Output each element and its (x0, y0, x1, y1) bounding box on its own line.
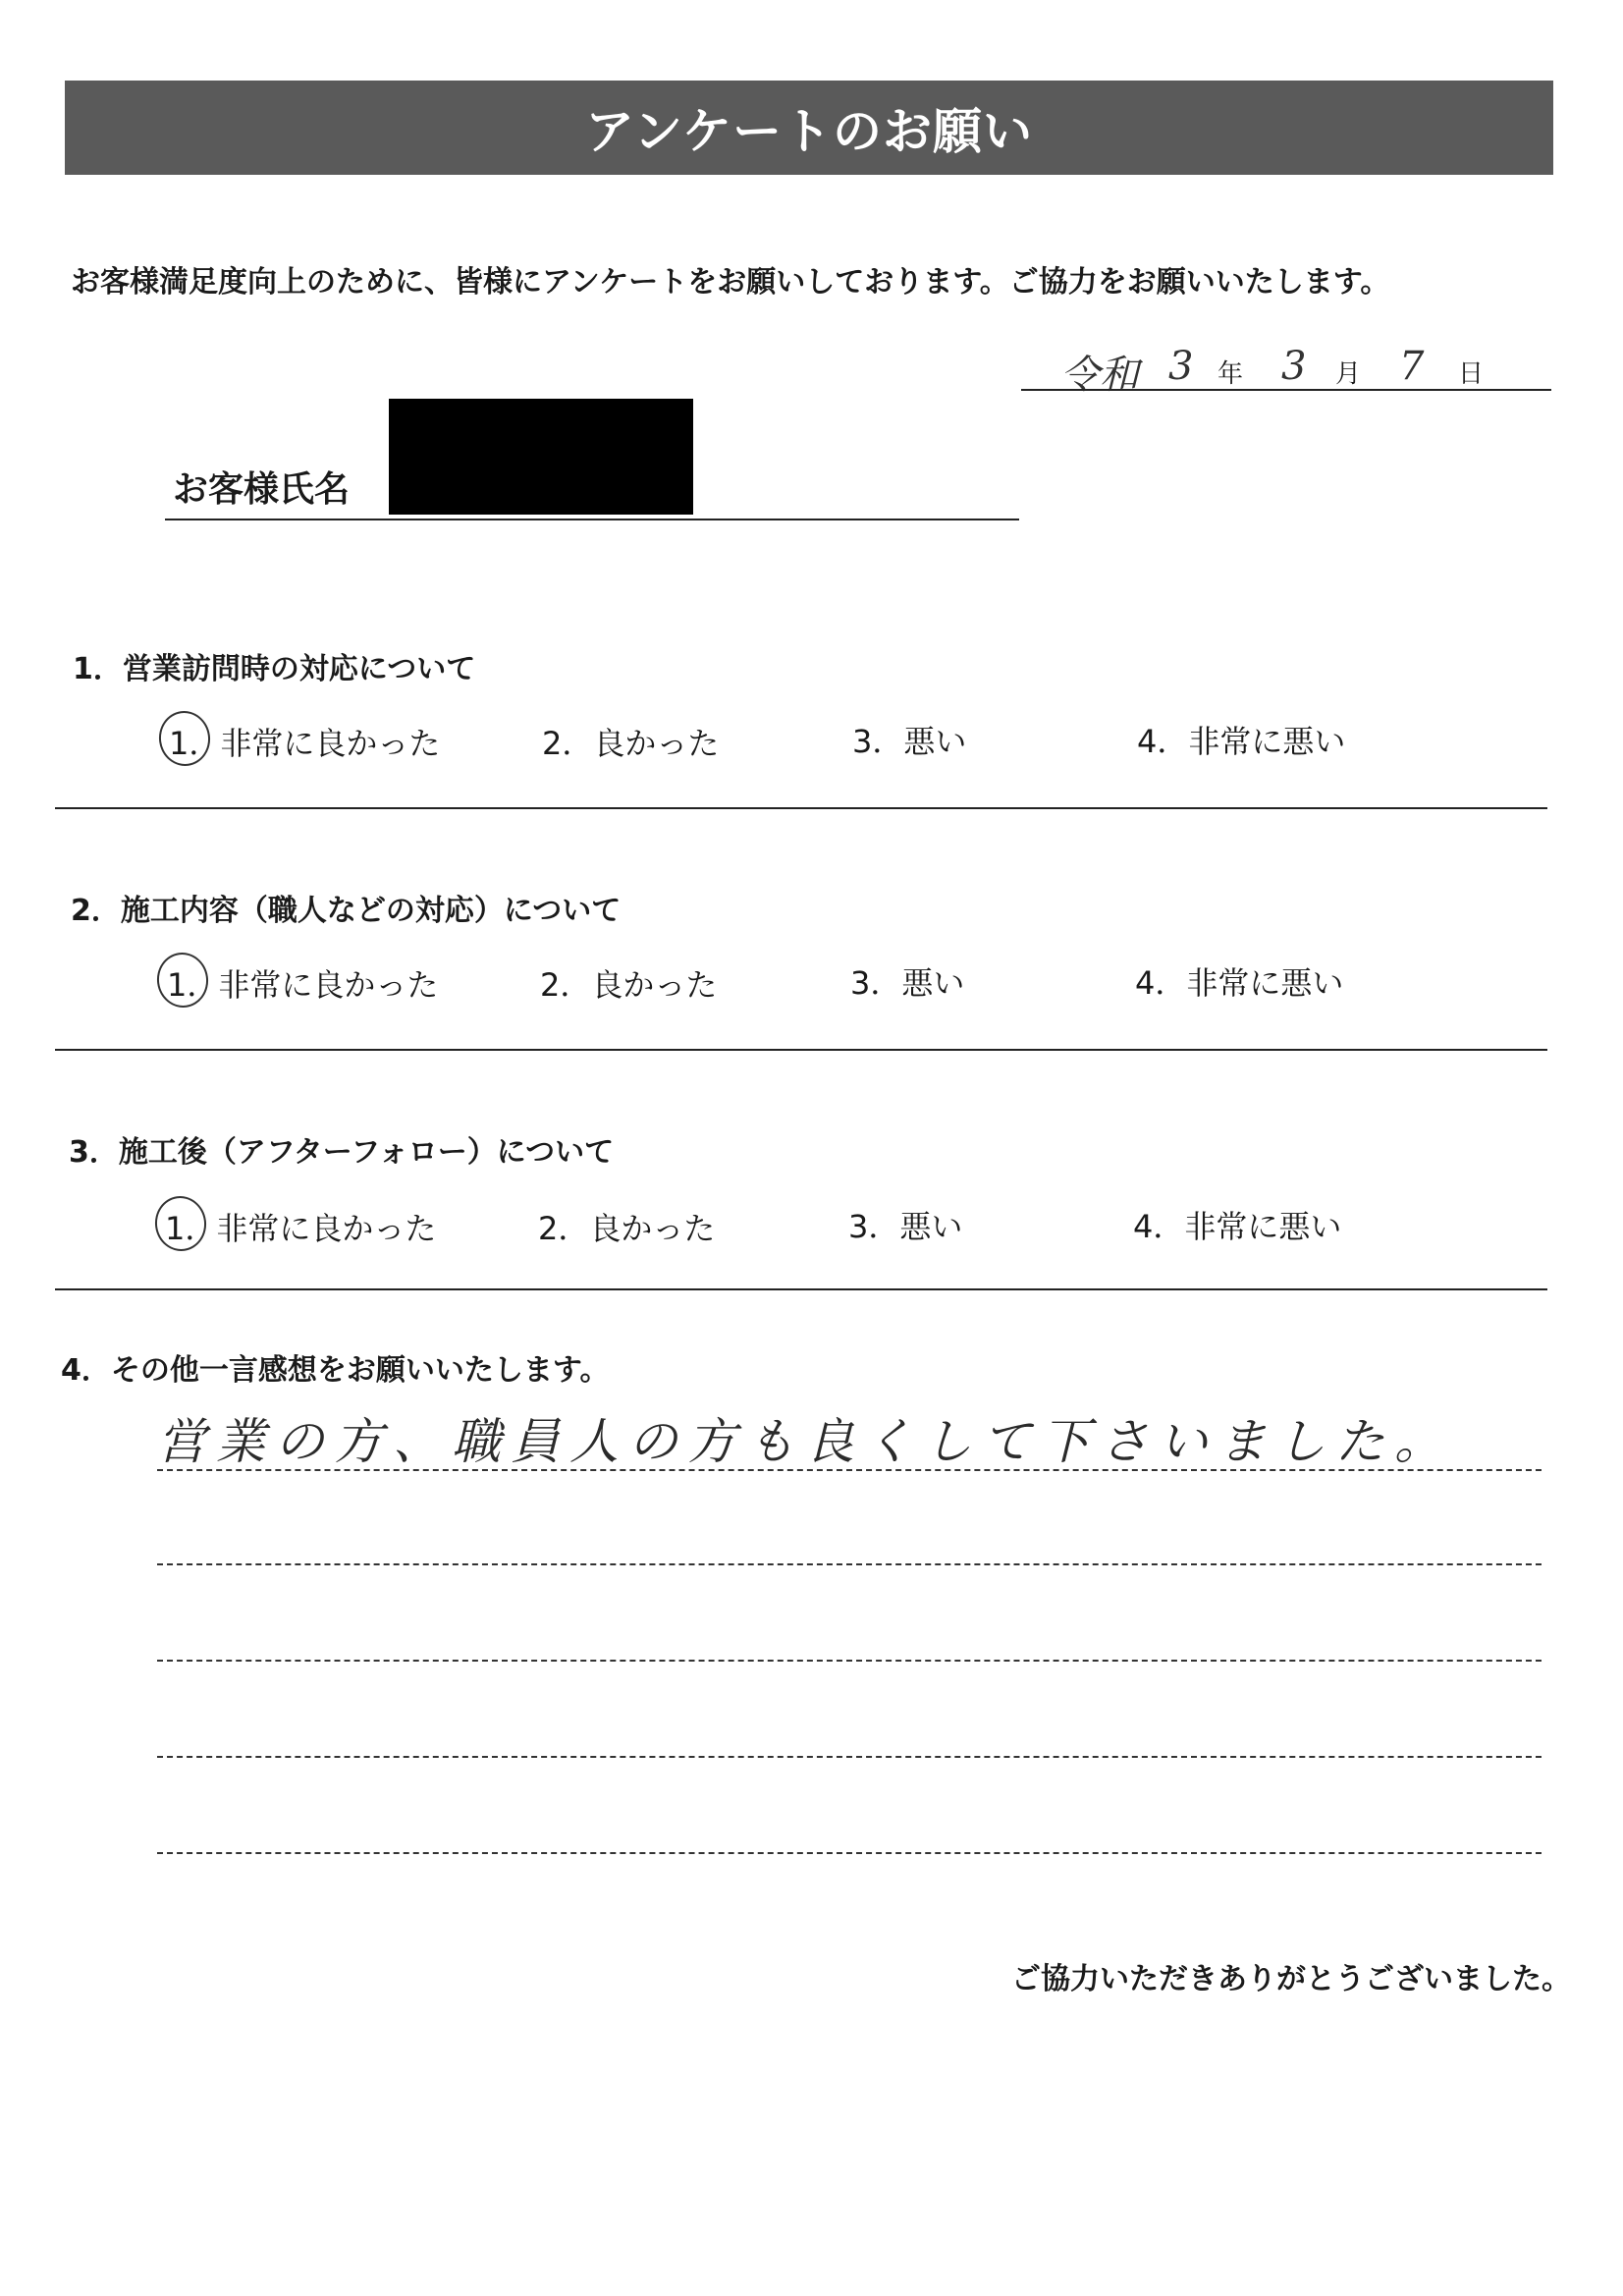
customer-name-underline (165, 519, 1019, 520)
question-3-option-3[interactable]: 3．悪い (848, 1208, 963, 1245)
question-3-separator (55, 1288, 1547, 1290)
intro-text: お客様満足度向上のために、皆様にアンケートをお願いしております。ご協力をお願いいたします。 (71, 265, 1390, 300)
closing-thanks: ご協力いただきありがとうございました。 (1011, 1962, 1571, 1996)
redacted-customer-name (389, 399, 693, 515)
comment-line-2[interactable] (157, 1563, 1542, 1565)
date-year-unit: 年 (1217, 359, 1244, 389)
comment-line-5[interactable] (157, 1852, 1542, 1854)
selected-circle-mark: 1．非常に良かった (169, 719, 440, 764)
question-1-title: 1．営業訪問時の対応について (73, 652, 476, 686)
customer-name-label: お客様氏名 (173, 469, 351, 510)
date-day-unit: 日 (1458, 359, 1485, 389)
comment-line-3[interactable] (157, 1660, 1542, 1662)
date-month-unit: 月 (1335, 359, 1362, 389)
question-4-title: 4．その他一言感想をお願いいたします。 (61, 1353, 610, 1388)
question-2-option-1[interactable] (167, 960, 438, 1006)
question-1-option-1[interactable] (169, 719, 440, 764)
question-2-option-3[interactable]: 3．悪い (850, 964, 965, 1002)
question-3-option-4[interactable]: 4．非常に悪い (1133, 1208, 1342, 1245)
question-3-option-2[interactable]: 2．良かった (538, 1210, 716, 1247)
handwritten-comment: 営業の方、職員人の方も良くして下さいました。 (157, 1413, 1453, 1470)
selected-circle-mark: 1．非常に良かった (167, 960, 438, 1006)
comment-line-1[interactable] (157, 1469, 1542, 1471)
question-1-option-2[interactable]: 2．良かった (542, 725, 720, 762)
selected-circle-mark: 1．非常に良かった (165, 1204, 436, 1249)
question-3-title: 3．施工後（アフターフォロー）について (69, 1135, 615, 1170)
question-3-option-1[interactable] (165, 1204, 436, 1249)
question-2-separator (55, 1049, 1547, 1051)
question-1-separator (55, 807, 1547, 809)
question-2-option-2[interactable]: 2．良かった (540, 966, 718, 1004)
date-year: 3 (1168, 344, 1194, 389)
survey-title-banner (65, 81, 1553, 175)
comment-line-4[interactable] (157, 1756, 1542, 1758)
question-2-option-4[interactable]: 4．非常に悪い (1135, 964, 1344, 1002)
date-month: 3 (1281, 344, 1307, 389)
question-2-title: 2．施工内容（職人などの対応）について (71, 894, 622, 928)
survey-title: アンケートのお願い (585, 103, 1033, 160)
date-underline (1021, 389, 1551, 391)
date-day: 7 (1399, 344, 1425, 389)
question-1-option-3[interactable]: 3．悪い (852, 723, 967, 760)
date-field (1021, 342, 1551, 398)
question-1-option-4[interactable]: 4．非常に悪い (1137, 723, 1346, 760)
date-era: 令和 (1060, 353, 1139, 398)
